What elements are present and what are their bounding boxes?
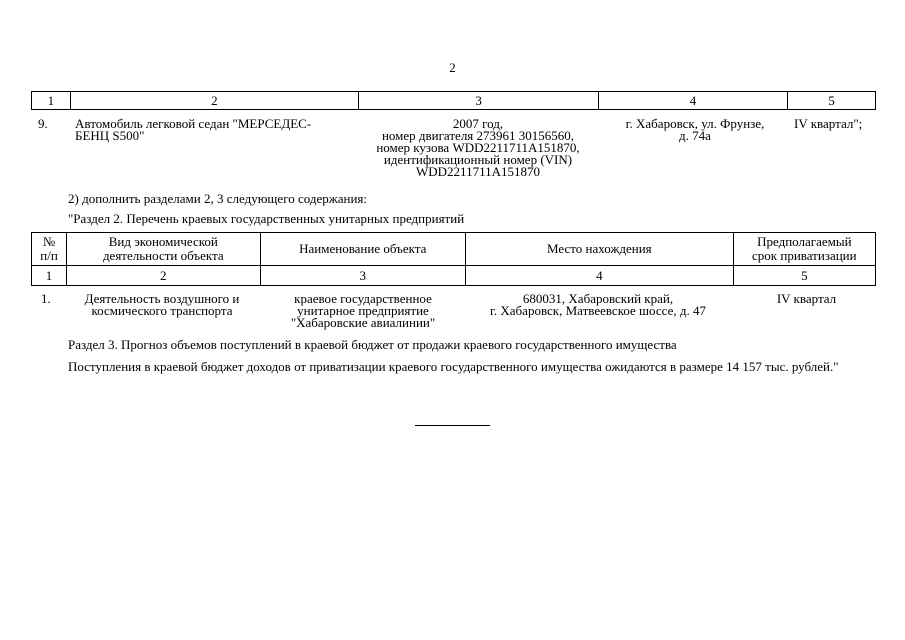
index-cell: 4 (599, 92, 788, 110)
section2-title: "Раздел 2. Перечень краевых государственных унитарных предприятий (68, 211, 465, 226)
table-index-row (32, 266, 876, 286)
object-description (75, 118, 365, 142)
index-cell: 3 (260, 266, 465, 286)
detail-line: номер двигателя 273961 30156560, (381, 128, 575, 143)
object-line: Автомобиль легковой седан "МЕРСЕДЕС- (75, 116, 312, 131)
section3-title: Раздел 3. Прогноз объемов поступлений в краевой бюджет от продажи краевого государственного имущества (68, 337, 677, 352)
table-vehicles-header (31, 91, 876, 110)
name-cell: краевое государственное унитарное предприятие "Хабаровские авиалинии" (290, 291, 436, 330)
object-location (600, 118, 790, 142)
table-header-row (32, 233, 876, 266)
activity-cell: Деятельность воздушного и космического транспорта (84, 291, 240, 318)
location-line: д. 74а (679, 128, 711, 143)
section3-text: Поступления в краевой бюджет доходов от приватизации краевого государственного имущества ожидаются в размере 14 157 тыс. рублей." (68, 359, 839, 374)
row-number: 9. (38, 116, 48, 131)
object-details (358, 118, 598, 178)
index-cell: 1 (32, 92, 71, 110)
col-header-term: Предполагаемый срок приватизации (733, 233, 875, 266)
detail-line: WDD2211711A151870 (416, 164, 540, 179)
location-line: г. Хабаровск, ул. Фрунзе, (625, 116, 765, 131)
closing-rule (415, 425, 490, 426)
table-index-row (32, 92, 876, 110)
add-sections-paragraph: 2) дополнить разделами 2, 3 следующего содержания: (68, 191, 367, 206)
index-cell: 2 (67, 266, 260, 286)
index-cell: 1 (32, 266, 67, 286)
index-cell: 3 (359, 92, 599, 110)
term-cell: IV квартал (776, 291, 837, 306)
col-header-name: Наименование объекта (260, 233, 465, 266)
col-header-activity: Вид экономической деятельности объекта (67, 233, 260, 266)
object-line: БЕНЦ S500" (75, 128, 145, 143)
enterprises-table (31, 232, 876, 286)
detail-line: 2007 год, (452, 116, 504, 131)
col-header-location: Место нахождения (466, 233, 734, 266)
page-number: 2 (449, 60, 456, 75)
row-number: 1. (41, 291, 51, 306)
index-cell: 4 (466, 266, 734, 286)
index-cell: 5 (733, 266, 875, 286)
detail-line: номер кузова WDD2211711A151870, (376, 140, 580, 155)
privatization-term: IV квартал"; (794, 116, 863, 131)
col-header-number: № п/п (32, 233, 67, 266)
location-cell: 680031, Хабаровский край, г. Хабаровск, Матвеевское шоссе, д. 47 (490, 291, 706, 318)
index-cell: 2 (70, 92, 358, 110)
index-cell: 5 (787, 92, 875, 110)
detail-line: идентификационный номер (VIN) (383, 152, 573, 167)
